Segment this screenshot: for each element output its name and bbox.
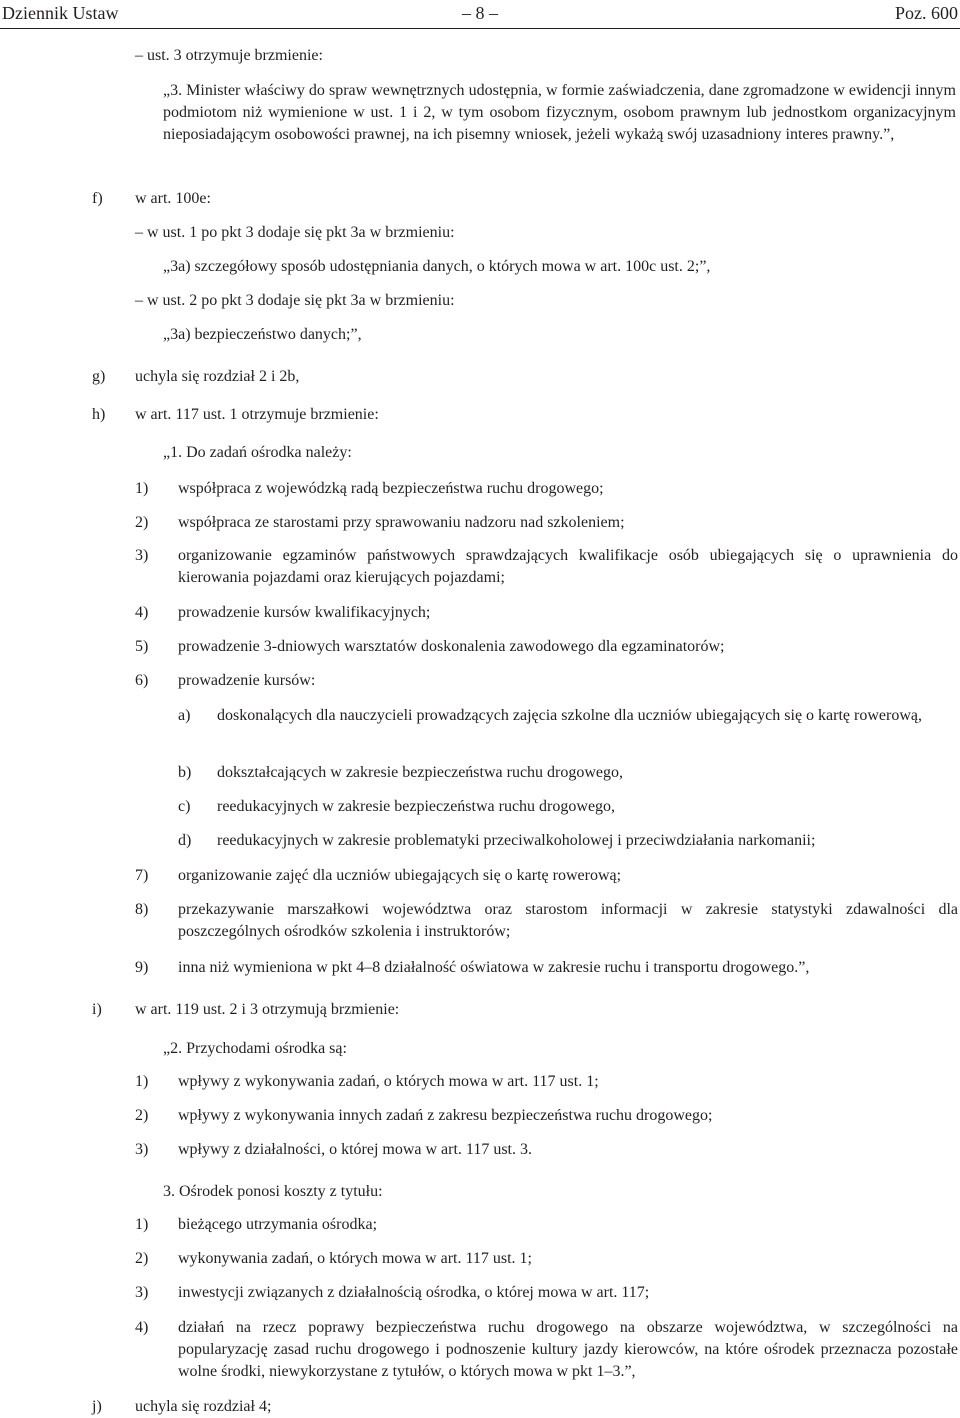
quoted-provision-3a-first: „3a) szczegółowy sposób udostępniania danych, o których mowa w art. 100c ust. 2;”, — [163, 258, 711, 275]
point-i-label: i) — [92, 1001, 102, 1018]
quoted-intro-ust2: „2. Przychodami ośrodka są: — [163, 1040, 347, 1057]
list-item-number: 3) — [135, 547, 149, 564]
list-item-number: 7) — [135, 867, 149, 884]
list-item-number: 2) — [135, 1107, 149, 1124]
sub-item-letter: d) — [178, 832, 192, 849]
list-item-text: współpraca ze starostami przy sprawowaniu nadzoru nad szkoleniem; — [178, 514, 625, 531]
sub-item-text: doskonalących dla nauczycieli prowadzących zajęcia szkolne dla uczniów ubiegających się o kartę rowerową, — [217, 707, 922, 724]
list-item-text: przekazywanie marszałkowi województwa oraz starostom informacji w zakresie statystyki zdawalności dla poszczególnych ośrodków szkolenia i instruktorów; — [178, 901, 958, 940]
point-j-text: uchyla się rozdział 4; — [135, 1398, 272, 1415]
dash-item-ust3: – ust. 3 otrzymuje brzmienie: — [135, 47, 323, 64]
sub-item-letter: c) — [178, 798, 191, 815]
list-item-number: 1) — [135, 1216, 149, 1233]
page-number: – 8 – — [462, 3, 498, 23]
list-item-text: bieżącego utrzymania ośrodka; — [178, 1216, 378, 1233]
list-item-number: 4) — [135, 604, 149, 621]
list-item-text: wykonywania zadań, o których mowa w art. 117 ust. 1; — [178, 1250, 532, 1267]
point-f-text: w art. 100e: — [135, 190, 211, 207]
sub-item-text: reedukacyjnych w zakresie problematyki przeciwalkoholowej i przeciwdziałania narkomanii; — [217, 832, 816, 849]
point-j-label: j) — [92, 1398, 102, 1415]
quoted-intro-ust3: 3. Ośrodek ponosi koszty z tytułu: — [163, 1183, 383, 1200]
dash-item-ust1: – w ust. 1 po pkt 3 dodaje się pkt 3a w brzmieniu: — [135, 224, 455, 241]
list-item-text: organizowanie zajęć dla uczniów ubiegających się o kartę rowerową; — [178, 867, 622, 884]
list-item-number: 6) — [135, 672, 149, 689]
quoted-provision-ust3: „3. Minister właściwy do spraw wewnętrznych udostępnia, w formie zaświadczenia, dane zgromadzone w ewidencji innym podmiotom niż wymienione w ust. 1 i 2, w tym osobom fizycznym, osobom prawnym lub jednostkom organizacyjnym nieposiadającym osobowości prawnej, na ich pisemny wniosek, jeżeli wykażą swój uzasadniony interes prawny.”, — [163, 82, 956, 143]
point-i-text: w art. 119 ust. 2 i 3 otrzymują brzmienie: — [135, 1001, 400, 1018]
quoted-provision-3a-second: „3a) bezpieczeństwo danych;”, — [163, 326, 362, 343]
point-f-label: f) — [92, 190, 103, 207]
list-item-number: 1) — [135, 480, 149, 497]
list-item-text: organizowanie egzaminów państwowych sprawdzających kwalifikacje osób ubiegających się o uprawnienia do kierowania pojazdami oraz kierujących pojazdami; — [178, 547, 958, 586]
list-item-number: 2) — [135, 514, 149, 531]
list-item-number: 1) — [135, 1073, 149, 1090]
list-item-number: 8) — [135, 901, 149, 918]
list-item-text: współpraca z wojewódzką radą bezpieczeństwa ruchu drogowego; — [178, 480, 604, 497]
list-item-text: inwestycji związanych z działalnością ośrodka, o której mowa w art. 117; — [178, 1284, 650, 1301]
list-item-text: inna niż wymieniona w pkt 4–8 działalność oświatowa w zakresie ruchu i transportu drogowego.”, — [178, 959, 810, 976]
sub-item-text: dokształcających w zakresie bezpieczeństwa ruchu drogowego, — [217, 764, 624, 781]
list-item-number: 9) — [135, 959, 149, 976]
publication-title: Dziennik Ustaw — [2, 3, 119, 23]
list-item-number: 4) — [135, 1319, 149, 1336]
position-number: Poz. 600 — [895, 3, 958, 23]
quoted-intro-ust1: „1. Do zadań ośrodka należy: — [163, 444, 352, 461]
list-item-text: działań na rzecz poprawy bezpieczeństwa ruchu drogowego na obszarze województwa, w szczególności na popularyzację zasad ruchu drogowego i podnoszenie kultury jazdy kierowców, na które ośrodek przeznacza pozostałe wolne środki, niewykorzystane z tytułów, o których mowa w pkt 1–3.”, — [178, 1319, 958, 1380]
page-header — [0, 0, 960, 29]
dash-item-ust2: – w ust. 2 po pkt 3 dodaje się pkt 3a w brzmieniu: — [135, 292, 455, 309]
sub-item-letter: a) — [178, 707, 191, 724]
list-item-number: 5) — [135, 638, 149, 655]
point-g-label: g) — [92, 368, 106, 385]
list-item-text: prowadzenie kursów kwalifikacyjnych; — [178, 604, 431, 621]
list-item-number: 3) — [135, 1141, 149, 1158]
sub-item-letter: b) — [178, 764, 192, 781]
point-g-text: uchyla się rozdział 2 i 2b, — [135, 368, 300, 385]
sub-item-text: reedukacyjnych w zakresie bezpieczeństwa ruchu drogowego, — [217, 798, 616, 815]
list-item-number: 3) — [135, 1284, 149, 1301]
list-item-text: wpływy z działalności, o której mowa w art. 117 ust. 3. — [178, 1141, 532, 1158]
list-item-number: 2) — [135, 1250, 149, 1267]
point-h-text: w art. 117 ust. 1 otrzymuje brzmienie: — [135, 406, 379, 423]
list-item-text: wpływy z wykonywania zadań, o których mowa w art. 117 ust. 1; — [178, 1073, 599, 1090]
point-h-label: h) — [92, 406, 106, 423]
list-item-text: prowadzenie 3-dniowych warsztatów doskonalenia zawodowego dla egzaminatorów; — [178, 638, 725, 655]
list-item-text: prowadzenie kursów: — [178, 672, 316, 689]
list-item-text: wpływy z wykonywania innych zadań z zakresu bezpieczeństwa ruchu drogowego; — [178, 1107, 713, 1124]
